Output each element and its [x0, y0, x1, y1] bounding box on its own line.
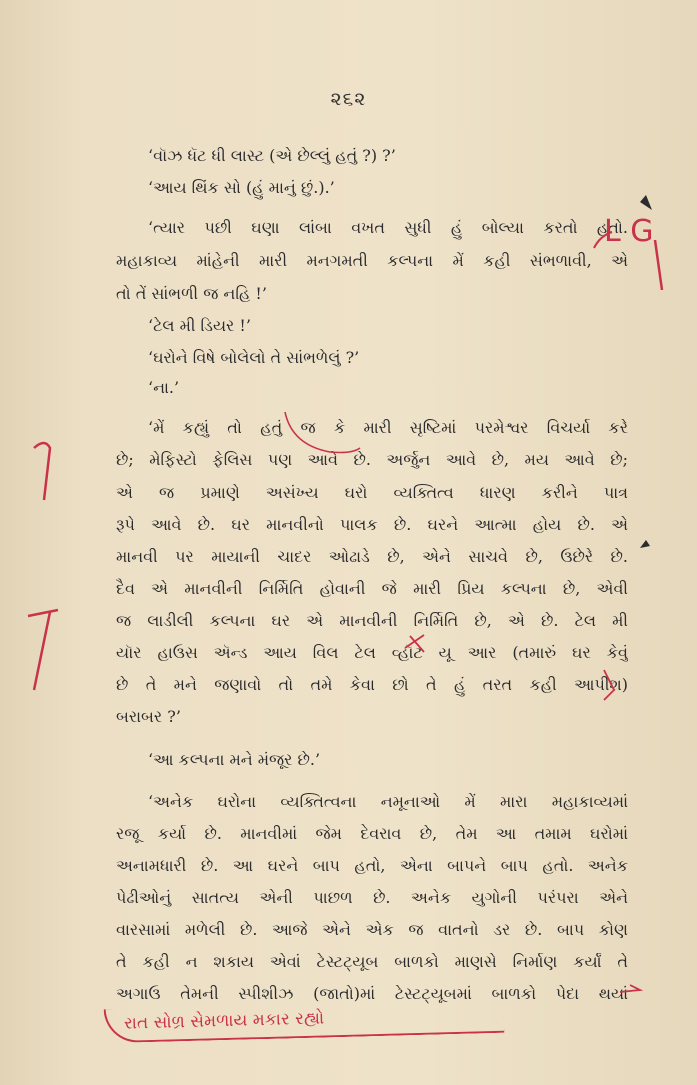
text-line: અગાઉ તેમની સ્પીશીઝ (જાતો)માં ટેસ્ટટ્યૂબમાં બાળકો પેદા થયાં: [116, 984, 628, 1003]
text-line: ‘આય થિંક સો (હું માનું છું.).’: [148, 178, 335, 197]
text-line: અનામધારી છે. આ ઘરને બાપ હતો, એના બાપને બાપ હતો. અનેક: [116, 856, 628, 875]
text-line: બરાબર ?’: [116, 707, 181, 726]
text-line: ‘ત્યાર પછી ઘણા લાંબા વખત સુધી હું બોલ્યા કરતો હતો.: [148, 218, 628, 237]
text-line: જ લાડીલી કલ્પના ઘર એ માનવીની નિર્મિતિ છે, એ છે. ટેલ મી: [116, 611, 628, 630]
text-line: એ જ પ્રમાણે અસંખ્ય ઘરો વ્યક્તિત્વ ધારણ કરીને પાત્ર: [116, 483, 628, 502]
text-line: તે કહી ન શકાય એવાં ટેસ્ટટ્યૂબ બાળકો માણસે નિર્માણ કર્યાં તે: [116, 952, 628, 971]
page-number: ૨૬૨: [330, 88, 367, 110]
text-line: દૈવ એ માનવીની નિર્મિતિ હોવાની જે મારી પ્રિય કલ્પના છે, એવી: [116, 579, 628, 598]
handwritten-initials: L G: [604, 214, 654, 249]
text-line: પેઢીઓનું સાતત્ય એની પાછળ છે. અનેક યુગોની પરંપરા એને: [116, 888, 628, 907]
handwritten-footnote: રાત સોળ્ર સેમળાય મકાર રહ્યો: [104, 999, 505, 1043]
text-line: રૂપે આવે છે. ઘર માનવીનો પાલક છે. ઘરને આત્મા હોય છે. એ: [116, 515, 628, 534]
text-line: મહાકાવ્ય માંહેની મારી મનગમતી કલ્પના મેં કહી સંભળાવી, એ: [116, 251, 628, 270]
text-line: છે તે મને જણાવો તો તમે કેવા છો તે હું તરત કહી આપીશ): [116, 675, 628, 694]
text-line: માનવી પર માયાની ચાદર ઓઢાડે છે, એને સાચવે છે, ઉછેરે છે.: [116, 547, 628, 566]
text-line: ‘ના.’: [148, 378, 180, 397]
text-line: તો તેં સાંભળી જ નહિ !’: [116, 284, 267, 303]
text-line: ‘ઘરોને વિષે બોલેલો તે સાંભળેલું ?’: [148, 348, 360, 367]
text-line: રજૂ કર્યા છે. માનવીમાં જેમ દેવરાવ છે, તેમ આ તમામ ઘરોમાં: [116, 824, 628, 843]
text-line: ‘અનેક ઘરોના વ્યક્તિત્વના નમૂનાઓ મેં મારા મહાકાવ્યમાં: [148, 792, 628, 811]
text-line: છે; મેફિસ્ટો ફેલિસ પણ આવે છે. અર્જુન આવે છે, મય આવે છે;: [116, 450, 628, 469]
text-line: ‘વૉઝ ધૅટ ધી લાસ્ટ (એ છેલ્લું હતું ?) ?’: [148, 146, 396, 165]
text-line: ‘આ કલ્પના મને મંજૂર છે.’: [148, 750, 321, 769]
text-line: યૉર હાઉસ ઍન્ડ આય વિલ ટેલ વ્હૉટ યૂ આર (તમારું ઘર કેવું: [116, 643, 628, 662]
text-line: વારસામાં મળેલી છે. આજે એને એક જ વાતનો ડર છે. બાપ કોણ: [116, 920, 628, 939]
text-line: ‘ટેલ મી ડિયર !’: [148, 316, 251, 335]
text-line: ‘મેં કહ્યું તો હતું જ કે મારી સૃષ્ટિમાં પરમેશ્વર વિચર્યા કરે: [148, 418, 628, 437]
